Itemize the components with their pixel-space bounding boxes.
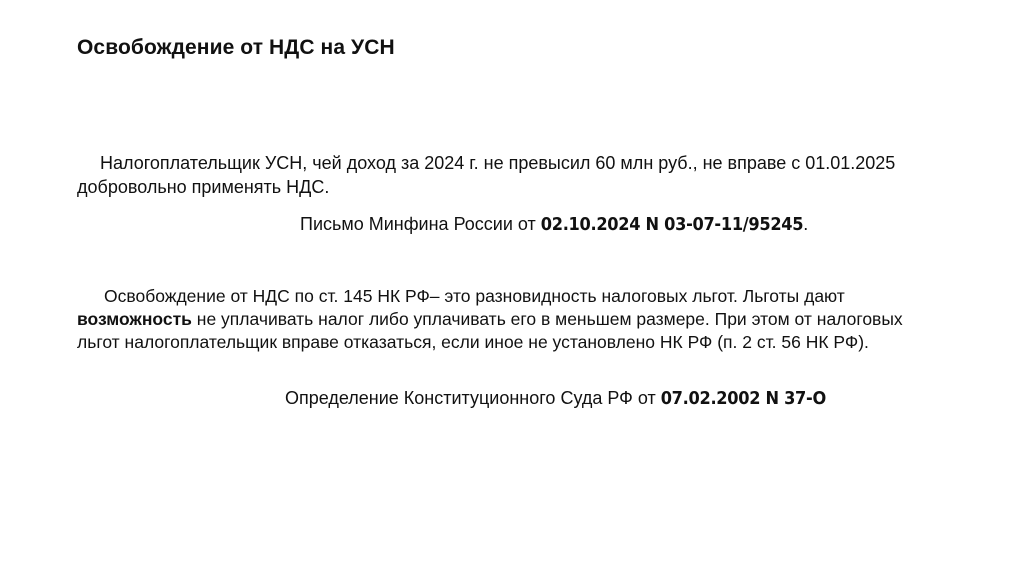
paragraph-usn-vat-rule: Налогоплательщик УСН, чей доход за 2024 г. не превысил 60 млн руб., не вправе с 01.01.2025 добровольно применять НДС. — [77, 153, 896, 197]
source-reference: 02.10.2024 N 03-07-11/95245 — [540, 214, 804, 235]
source-minfin-letter — [300, 212, 808, 237]
emphasis-word: возможность — [77, 309, 192, 329]
page-title: Освобождение от НДС на УСН — [77, 36, 395, 59]
source-suffix: . — [803, 214, 809, 234]
source-reference: 07.02.2002 N 37-О — [660, 388, 826, 409]
source-constitutional-court — [285, 386, 826, 411]
paragraph-vat-exemption — [77, 285, 947, 354]
source-prefix: Определение Конституционного Суда РФ от — [285, 388, 661, 408]
paragraph-text-end: не уплачивать налог либо уплачивать его в меньшем размере. При этом от налоговых льгот налогоплательщик вправе отказаться, если иное не установлено НК РФ (п. 2 ст. 56 НК РФ). — [77, 309, 903, 352]
paragraph-text-start: Освобождение от НДС по ст. 145 НК РФ– это разновидность налоговых льгот. Льготы дают — [104, 286, 845, 306]
source-prefix: Письмо Минфина России от — [300, 214, 541, 234]
